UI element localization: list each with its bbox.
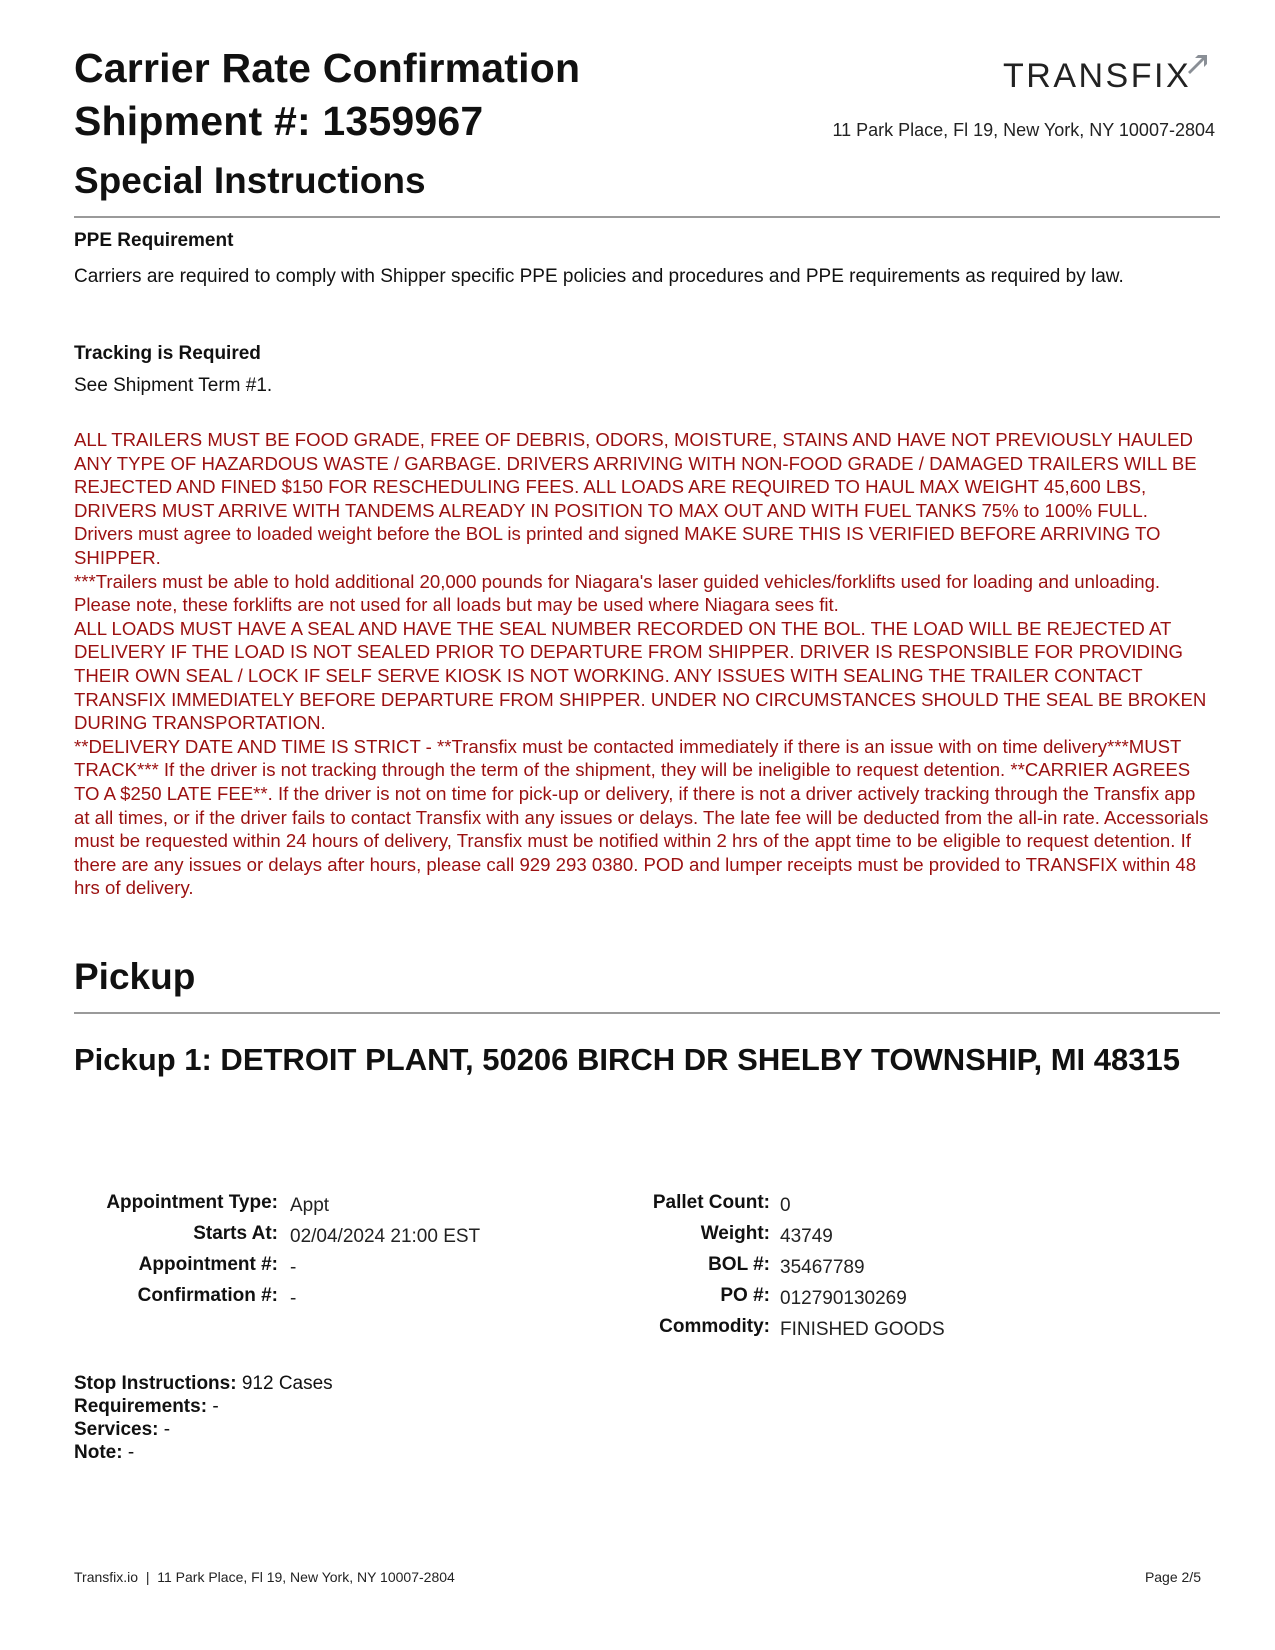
requirements-line [74, 1395, 333, 1418]
detail-row [0, 1254, 640, 1285]
commodity-value: FINISHED GOODS [780, 1319, 945, 1340]
confirmation-number-value: - [290, 1288, 297, 1309]
bol-number-label: BOL #: [708, 1254, 770, 1275]
requirements-label: Requirements: [74, 1396, 208, 1417]
shipment-number: Shipment #: 1359967 [74, 98, 484, 144]
services-value: - [163, 1419, 171, 1440]
detail-row [600, 1223, 1240, 1254]
page-number: Page 2/5 [1144, 1569, 1201, 1585]
food-grade-requirement: ALL TRAILERS MUST BE FOOD GRADE, FREE OF DEBRIS, ODORS, MOISTURE, STAINS AND HAVE NOT PREVIOUSLY HAULED ANY TYPE OF HAZARDOUS WASTE / GARBAGE. DRIVERS ARRIVING WITH NON-FOOD GRADE / DAMAGED TRAILERS WILL BE REJECTED AND FINED $150 FOR RESCHEDULING FEES. ALL LOADS ARE REQUIRED TO HAUL MAX WEIGHT 45,600 LBS, DRIVERS MUST ARRIVE WITH TANDEMS ALREADY IN POSITION TO MAX OUT AND WITH FUEL TANKS 75% to 100% FULL. [74, 429, 1197, 521]
pickup-stop-title: Pickup 1: DETROIT PLANT, 50206 BIRCH DR SHELBY TOWNSHIP, MI 48315 [74, 1042, 1180, 1077]
starts-at-value: 02/04/2024 21:00 EST [290, 1226, 481, 1247]
detail-row [600, 1192, 1240, 1223]
note-value: - [127, 1442, 135, 1463]
stop-details [74, 1372, 333, 1464]
po-number-value: 012790130269 [780, 1288, 907, 1309]
tracking-text: See Shipment Term #1. [74, 375, 273, 396]
loaded-weight-requirement: Drivers must agree to loaded weight before the BOL is printed and signed MAKE SURE THIS IS VERIFIED BEFORE ARRIVING TO SHIPPER. [74, 523, 1161, 568]
pickup-section-title: Pickup [74, 956, 196, 997]
tracking-heading: Tracking is Required [74, 343, 261, 364]
carrier-requirements-notice [74, 428, 1214, 900]
seal-requirement: ALL LOADS MUST HAVE A SEAL AND HAVE THE SEAL NUMBER RECORDED ON THE BOL. THE LOAD WILL BE REJECTED AT DELIVERY IF THE LOAD IS NOT SEALED PRIOR TO DEPARTURE FROM SHIPPER. DRIVER IS RESPONSIBLE FOR PROVIDING THEIR OWN SEAL / LOCK IF SELF SERVE KIOSK IS NOT WORKING. ANY ISSUES WITH SEALING THE TRAILER CONTACT TRANSFIX IMMEDIATELY BEFORE DEPARTURE FROM SHIPPER. UNDER NO CIRCUMSTANCES SHOULD THE SEAL BE BROKEN DURING TRANSPORTATION. [74, 617, 1207, 734]
footer-company-info: Transfix.io | 11 Park Place, Fl 19, New York, NY 10007-2804 [74, 1569, 455, 1585]
detail-row [600, 1316, 1240, 1347]
appointment-number-label: Appointment #: [138, 1254, 278, 1275]
header-address: 11 Park Place, Fl 19, New York, NY 10007-2804 [832, 120, 1215, 140]
pallet-count-label: Pallet Count: [652, 1192, 770, 1213]
shipment-details [600, 1192, 1240, 1347]
confirmation-number-label: Confirmation #: [137, 1285, 278, 1306]
weight-label: Weight: [700, 1223, 770, 1244]
weight-value: 43749 [780, 1226, 833, 1247]
commodity-label: Commodity: [659, 1316, 770, 1337]
detail-row [600, 1254, 1240, 1285]
appointment-details [0, 1192, 640, 1316]
stop-instructions-value: 912 Cases [241, 1373, 333, 1394]
bol-number-value: 35467789 [780, 1257, 865, 1278]
pallet-count-value: 0 [780, 1195, 791, 1216]
appointment-type-value: Appt [290, 1195, 330, 1216]
appointment-type-label: Appointment Type: [106, 1192, 278, 1213]
logo-arrow-icon [1186, 54, 1208, 76]
starts-at-label: Starts At: [193, 1223, 278, 1244]
forklift-capacity-requirement: ***Trailers must be able to hold additional 20,000 pounds for Niagara's laser guided vehicles/forklifts used for loading and unloading. Please note, these forklifts are not used for all loads but may be used where Niagara sees fit. [74, 570, 1161, 616]
ppe-heading: PPE Requirement [74, 230, 234, 251]
note-label: Note: [74, 1442, 123, 1463]
detail-row [0, 1192, 640, 1223]
services-label: Services: [74, 1419, 159, 1440]
section-divider [74, 216, 1220, 218]
special-instructions-title: Special Instructions [74, 160, 426, 201]
note-line [74, 1441, 333, 1464]
stop-instructions-line [74, 1372, 333, 1395]
logo-wordmark: TRANSFIX [1003, 57, 1192, 95]
services-line [74, 1418, 333, 1441]
transfix-logo [1003, 54, 1218, 98]
po-number-label: PO #: [720, 1285, 770, 1306]
ppe-text: Carriers are required to comply with Shipper specific PPE policies and procedures and PPE requirements as required by law. [74, 266, 1124, 287]
delivery-late-fee-terms: **DELIVERY DATE AND TIME IS STRICT - **Transfix must be contacted immediately if there is an issue with on time delivery***MUST TRACK*** If the driver is not tracking through the term of the shipment, they will be ineligible to request detention. **CARRIER AGREES TO A $250 LATE FEE**. If the driver is not on time for pick-up or delivery, if there is not a driver actively tracking through the Transfix app at all times, or if the driver fails to contact Transfix with any issues or delays. The late fee will be deducted from the all-in rate. Accessorials must be requested within 24 hours of delivery, Transfix must be notified within 2 hrs of the appt time to be eligible to request detention. If there are any issues or delays after hours, please call 929 293 0380. POD and lumper receipts must be provided to TRANSFIX within 48 hrs of delivery. [74, 735, 1209, 899]
document-title: Carrier Rate Confirmation [74, 45, 581, 91]
appointment-number-value: - [290, 1257, 297, 1278]
requirements-value: - [212, 1396, 219, 1417]
stop-instructions-label: Stop Instructions: [74, 1373, 237, 1394]
section-divider [74, 1012, 1220, 1014]
detail-row [600, 1285, 1240, 1316]
detail-row [0, 1285, 640, 1316]
detail-row [0, 1223, 640, 1254]
